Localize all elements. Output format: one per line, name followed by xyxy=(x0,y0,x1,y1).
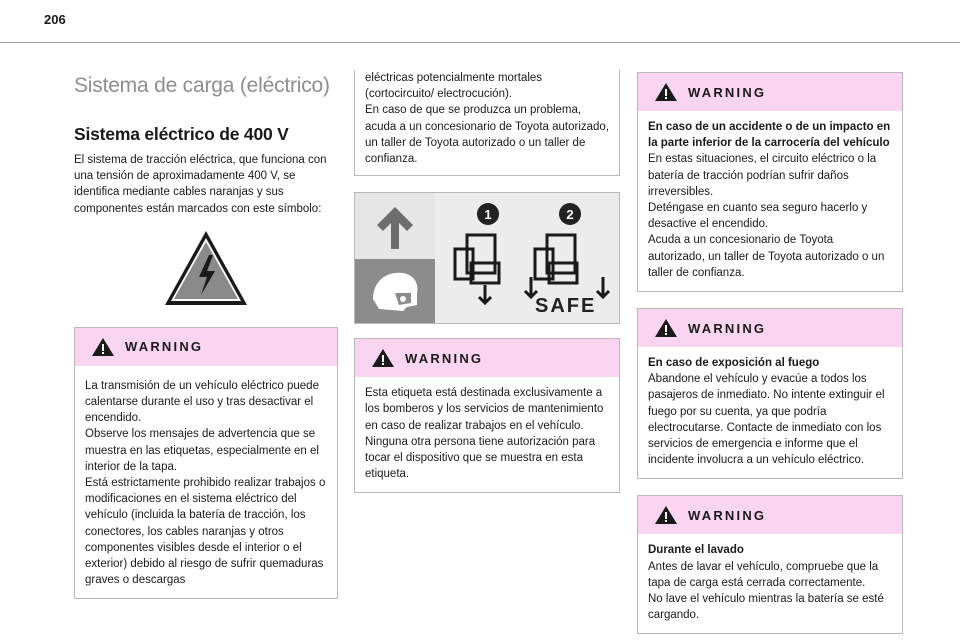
warning-label: WARNING xyxy=(405,350,484,366)
warning-triangle-icon xyxy=(371,348,395,368)
warning-box-accident xyxy=(637,72,903,292)
intro-text: El sistema de tracción eléctrica, que funciona con una tensión de aproximadamente 400 V, se identifica mediante cables naranjas y sus componentes están marcados con este símbolo: xyxy=(74,154,327,215)
warning-header xyxy=(638,496,902,534)
warning-lead: Durante el lavado xyxy=(648,544,744,557)
warning-body: Esta etiqueta está destinada exclusivamente a los bomberos y los servicios de mantenimiento en caso de realizar trabajos en el vehículo. Ninguna otra persona tiene autorización para tocar el dispositivo que se muestra en esta etiqueta. xyxy=(365,387,604,481)
warning-triangle-icon xyxy=(654,318,678,338)
warning-header xyxy=(638,73,902,111)
subsection-title: Sistema eléctrico de 400 V xyxy=(74,124,289,144)
warning-lead: En caso de un accidente o de un impacto en la parte inferior de la carrocería del vehículo xyxy=(648,121,891,150)
warning-label: WARNING xyxy=(688,507,767,523)
label-badge-2: 2 xyxy=(559,203,581,225)
warning-text: En estas situaciones, el circuito eléctrico o la batería de tracción podrían sufrir daños irreversibles. Deténgase en cuanto sea seguro hacerlo y desactive el encendido. Acuda a un concesionario de Toyota autorizado, un taller de Toyota autorizado o un taller de confianza. xyxy=(648,153,885,279)
warning-lead: En caso de exposición al fuego xyxy=(648,357,820,370)
warning-box xyxy=(74,327,338,600)
warning-box-fire xyxy=(637,308,903,479)
warning-body xyxy=(638,111,902,291)
warning-body: La transmisión de un vehículo eléctrico puede calentarse durante el uso y tras desactivar el encendido. Observe los mensajes de advertencia que se muestra en las etiquetas, especialmente en el interior de la tapa. Está estrictamente prohibido realizar trabajos o modificaciones en el sistema eléctrico del vehículo (incluida la batería de tracción, los conectores, los cables naranjas y otros componentes visibles desde el interior o el exterior) debido al riesgo de sufrir quemaduras graves o descargas xyxy=(85,379,326,587)
warning-label: WARNING xyxy=(688,320,767,336)
section-title: Sistema de carga (eléctrico) xyxy=(74,74,330,97)
firefighter-helmet-icon xyxy=(355,259,435,323)
helmet-panel xyxy=(355,259,435,323)
page-number: 206 xyxy=(44,12,66,27)
warning-label: WARNING xyxy=(125,339,204,355)
warning-box xyxy=(354,338,620,493)
warning-header xyxy=(75,328,337,366)
column-2 xyxy=(354,70,620,493)
column-3 xyxy=(637,72,903,634)
warning-continuation: eléctricas potencialmente mortales (cortocircuito/ electrocución). En caso de que se produzca un problema, acuda a un concesionario de Toyota autorizado, un taller de Toyota autorizado o un taller de confianza. xyxy=(354,70,620,176)
warning-body xyxy=(638,534,902,633)
warning-box-washing xyxy=(637,495,903,634)
safety-label-figure xyxy=(354,192,620,324)
high-voltage-icon xyxy=(163,229,249,307)
battery-disconnect-panel xyxy=(435,193,619,323)
header-rule xyxy=(0,42,960,43)
arrow-up-icon xyxy=(355,193,435,259)
safe-label: SAFE xyxy=(535,295,597,318)
warning-body xyxy=(638,347,902,478)
column-1 xyxy=(74,56,338,599)
arrow-panel xyxy=(355,193,435,259)
warning-header xyxy=(638,309,902,347)
warning-text: Abandone el vehículo y evacúe a todos los pasajeros de inmediato. No intente extinguir el fuego por su cuenta, ya que podría electrocutarse. Contacte de inmediato con los servicios de emergencia e informe que el incidente involucra a un vehículo eléctrico. xyxy=(648,373,885,467)
label-badge-1: 1 xyxy=(477,203,499,225)
warning-triangle-icon xyxy=(654,505,678,525)
warning-label: WARNING xyxy=(688,84,767,100)
warning-triangle-icon xyxy=(91,337,115,357)
warning-triangle-icon xyxy=(654,82,678,102)
warning-text: Antes de lavar el vehículo, compruebe que la tapa de carga está cerrada correctamente. No lave el vehículo mientras la batería se esté cargando. xyxy=(648,560,884,622)
warning-header xyxy=(355,339,619,377)
